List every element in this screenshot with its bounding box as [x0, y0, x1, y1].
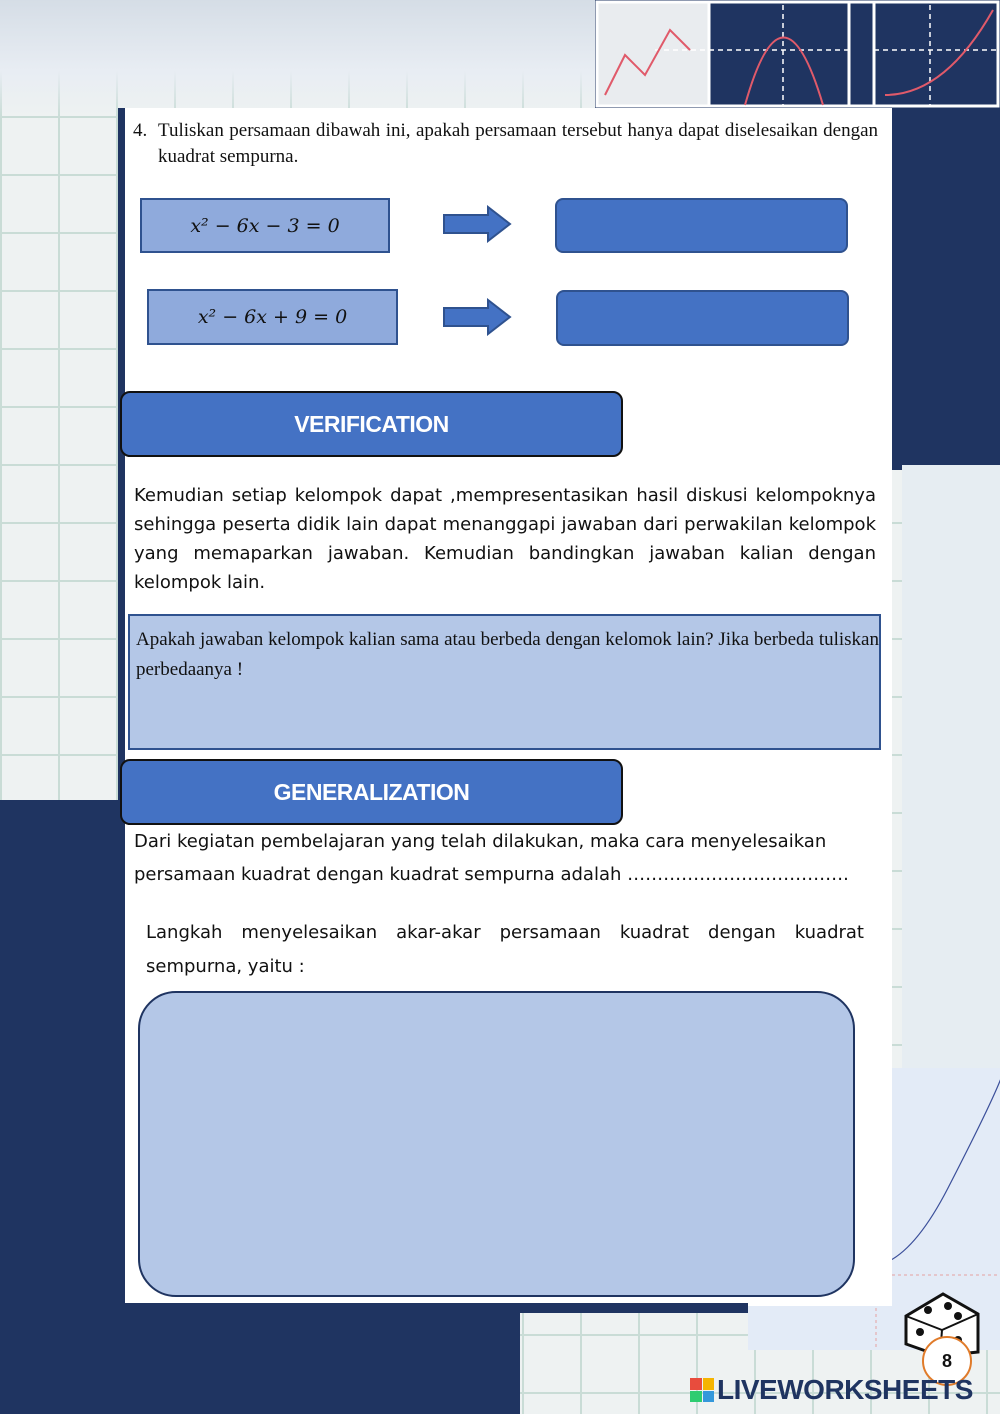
question-text: Tuliskan persamaan dibawah ini, apakah persamaan tersebut hanya dapat diselesaikan dengan kuadrat sempurna. — [158, 120, 878, 167]
decor-sheet-bottom-edge — [118, 1303, 748, 1313]
answer-box-1[interactable] — [555, 198, 848, 253]
arrow-right-icon — [442, 298, 514, 336]
generalization-header — [120, 759, 623, 825]
decor-light-panel-right — [902, 465, 1000, 1105]
question-4 — [133, 118, 878, 170]
page-number: 8 — [941, 1350, 952, 1371]
equation-box-2 — [147, 289, 398, 345]
verification-answer-box[interactable] — [128, 614, 881, 750]
verification-title: VERIFICATION — [294, 410, 449, 437]
steps-prompt: Langkah menyelesaikan akar-akar persamaan kuadrat dengan kuadrat sempurna, yaitu : — [146, 922, 864, 977]
arrow-right-icon — [442, 205, 514, 243]
verification-paragraph: Kemudian setiap kelompok dapat ,mempresentasikan hasil diskusi kelompoknya sehingga peserta didik lain dapat menanggapi jawaban dari perwakilan kelompok yang memaparkan jawaban. Kemudian bandingkan jawaban kalian dengan kelompok lain. — [134, 485, 876, 593]
verification-question: Apakah jawaban kelompok kalian sama atau berbeda dengan kelomok lain? Jika berbeda tuliskan perbedaanya ! — [136, 629, 879, 680]
generalization-paragraph: Dari kegiatan pembelajaran yang telah dilakukan, maka cara menyelesaikan persamaan kuadrat dengan kuadrat sempurna adalah ………………………………. — [134, 831, 849, 885]
equation-text: x² − 6x + 9 = 0 — [197, 306, 348, 328]
generalization-title: GENERALIZATION — [273, 778, 470, 805]
steps-answer-box[interactable] — [138, 991, 855, 1297]
liveworksheets-logo[interactable] — [690, 1372, 973, 1408]
brand-name: LIVEWORKSHEETS — [717, 1374, 973, 1405]
verification-header — [120, 391, 623, 457]
question-number: 4. — [133, 120, 148, 141]
answer-box-2[interactable] — [556, 290, 849, 346]
equation-text: x² − 6x − 3 = 0 — [190, 214, 340, 237]
decor-graph-strip — [595, 0, 1000, 108]
equation-box-1 — [140, 198, 390, 253]
liveworksheets-logo-icon — [690, 1378, 714, 1402]
